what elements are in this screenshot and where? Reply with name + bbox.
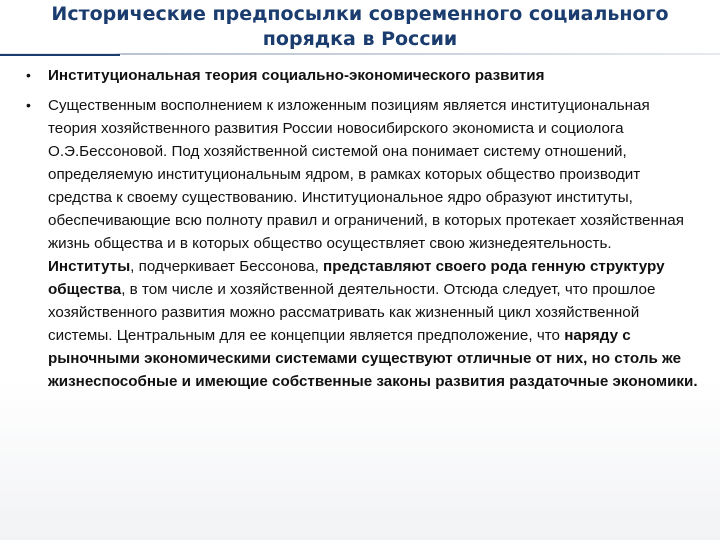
bullet-text: , в том числе и хозяйственной деятельности. Отсюда следует, что прошлое хозяйственного развития можно рассматривать как жизненный цикл хозяйственной системы. Центральным для ее концепции является предположение, что [48,281,656,344]
bullet-item-theory-name [26,64,698,87]
title-divider-accent [0,54,120,56]
slide-title: Исторические предпосылки современного социального порядка в России [51,3,669,50]
bullet-text-bold: представляют своего рода генную структуру общества [48,258,665,298]
bullet-text-bold: наряду с рыночными экономическими системами существуют отличные от них, но столь же жизнеспособные и имеющие собственные законы развития раздаточные экономики. [48,327,698,390]
bullet-item-description [26,94,698,393]
bullet-text-bold: Институты [48,258,131,275]
bullet-dot-icon: • [26,97,31,113]
bullet-text-bold: Институциональная теория социально-экономического развития [48,67,545,84]
bullet-list [26,64,698,393]
bullet-dot-icon: • [26,67,31,83]
bullet-text: , подчеркивает Бессонова, [130,258,324,275]
bullet-text: Существенным восполнением к изложенным позициям является институциональная теория хозяйственного развития России новосибирского экономиста и социолога О.Э.Бессоновой. Под хозяйственной системой она понимает систему отношений, определяемую институциональным ядром, в рамках которых общество производит средства к своему существованию. Институциональное ядро образуют институты, обеспечивающие всю полноту правил и ограничений, в которых протекает хозяйственная жизнь общества и в которых общество осуществляет свою жизнедеятельность. [48,97,684,252]
